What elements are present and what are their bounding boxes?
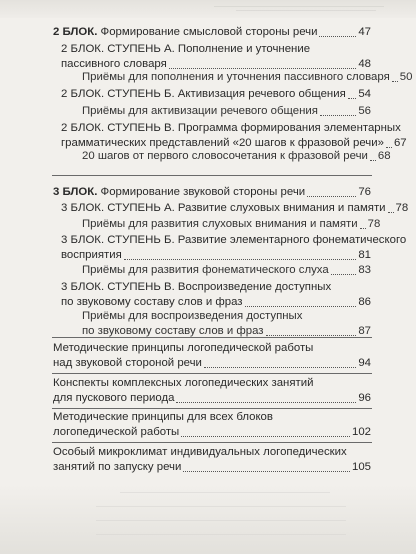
page-number: 83 xyxy=(358,264,371,276)
entry-title-cont: логопедической работы xyxy=(53,426,180,438)
entry-title-cont: восприятия xyxy=(61,249,122,261)
page-number: 47 xyxy=(358,26,371,38)
page-number: 102 xyxy=(351,426,371,438)
dot-leader xyxy=(331,274,357,275)
dot-leader xyxy=(266,335,357,336)
toc-entry-session-notes[interactable] xyxy=(53,376,371,406)
entry-title-cont: для пускового периода xyxy=(53,392,175,404)
dot-leader xyxy=(204,367,356,368)
dot-leader xyxy=(319,36,356,37)
page-number: 76 xyxy=(358,186,371,198)
entry-title: Формирование звуковой стороны речи xyxy=(100,186,306,198)
toc-entry-block2-v-steps[interactable] xyxy=(82,149,391,164)
dot-leader xyxy=(169,68,357,69)
dot-leader xyxy=(176,402,356,403)
entry-title: Формирование смысловой стороны речи xyxy=(100,26,318,38)
dot-leader xyxy=(183,471,350,472)
entry-title: Особый микроклимат индивидуальных логопедических xyxy=(53,446,347,458)
entry-title-cont: по звуковому составу слов и фраз xyxy=(61,296,243,308)
entry-title: Приёмы для развития слуховых внимания и памяти xyxy=(82,218,358,230)
dot-leader xyxy=(388,212,394,213)
entry-title-cont: пассивного словаря xyxy=(61,58,167,70)
page-number: 78 xyxy=(367,218,381,230)
page-number: 67 xyxy=(393,137,407,149)
page-number: 56 xyxy=(358,105,371,117)
toc-entry-block3-a-techniques[interactable] xyxy=(82,217,381,232)
entry-title: 2 БЛОК. СТУПЕНЬ В. Программа формирования элементарных xyxy=(61,122,401,134)
entry-title: Приёмы для воспроизведения доступных xyxy=(82,310,303,322)
page-number: 48 xyxy=(358,58,371,70)
page-number: 94 xyxy=(358,357,371,369)
entry-title-cont: занятий по запуску речи xyxy=(53,461,182,473)
entry-title: Методические принципы для всех блоков xyxy=(53,411,273,423)
entry-title-cont: над звуковой стороной речи xyxy=(53,357,202,369)
entry-title-cont: по звуковому составу слов и фраз xyxy=(82,325,264,337)
section-divider xyxy=(52,175,372,176)
entry-title: Приёмы для активизации речевого общения xyxy=(82,105,318,117)
entry-title: Приёмы для развития фонематического слуха xyxy=(82,264,329,276)
toc-entry-principles-sound[interactable] xyxy=(53,341,371,371)
page-number: 96 xyxy=(358,392,371,404)
dot-leader xyxy=(124,259,357,260)
toc-entry-block3-v-techniques[interactable] xyxy=(82,309,371,339)
section-divider xyxy=(52,442,372,443)
entry-title: Методические принципы логопедической работы xyxy=(53,342,314,354)
entry-title: 3 БЛОК. СТУПЕНЬ А. Развитие слуховых внимания и памяти xyxy=(61,202,386,214)
dot-leader xyxy=(370,160,376,161)
dot-leader xyxy=(245,306,357,307)
entry-title: Приёмы для пополнения и уточнения пассивного словаря xyxy=(82,71,390,83)
toc-entry-block2-step-a[interactable] xyxy=(61,42,371,72)
section-divider xyxy=(52,337,372,338)
dot-leader xyxy=(392,81,398,82)
toc-entry-block2-b-techniques[interactable] xyxy=(82,104,371,119)
page-number: 81 xyxy=(358,249,371,261)
dot-leader xyxy=(320,115,356,116)
dot-leader xyxy=(386,147,392,148)
page-number: 105 xyxy=(351,461,371,473)
dot-leader xyxy=(348,98,357,99)
entry-title: 3 БЛОК. СТУПЕНЬ Б. Развитие элементарного фонематического xyxy=(61,234,407,246)
block-label: 3 БЛОК. xyxy=(53,186,98,198)
entry-title: 2 БЛОК. СТУПЕНЬ Б. Активизация речевого общения xyxy=(61,88,346,100)
toc-entry-principles-all-blocks[interactable] xyxy=(53,410,371,440)
toc-entry-block2-step-b[interactable] xyxy=(61,87,371,102)
entry-title: Конспекты комплексных логопедических занятий xyxy=(53,377,314,389)
toc-entry-block3-step-v[interactable] xyxy=(61,280,371,310)
toc-entry-block3-b-techniques[interactable] xyxy=(82,263,371,278)
dot-leader xyxy=(307,196,356,197)
entry-title: 20 шагов от первого словосочетания к фразовой речи xyxy=(82,150,368,162)
toc-entry-block2-a-techniques[interactable] xyxy=(82,70,413,85)
toc-entry-block3-step-a[interactable] xyxy=(61,201,409,216)
toc-entry-block2-step-v[interactable] xyxy=(61,121,407,151)
page-number: 50 xyxy=(399,71,413,83)
toc-entry-block3-step-b[interactable] xyxy=(61,233,407,263)
page-number: 68 xyxy=(377,150,391,162)
section-divider xyxy=(52,408,372,409)
entry-title: 3 БЛОК. СТУПЕНЬ В. Воспроизведение доступных xyxy=(61,281,332,293)
entry-title-cont: грамматических представлений «20 шагов к фразовой речи» xyxy=(61,137,384,149)
toc-entry-block3[interactable] xyxy=(53,185,371,200)
page-number: 86 xyxy=(358,296,371,308)
toc-entry-microclimate[interactable] xyxy=(53,445,371,475)
toc-entry-block2[interactable] xyxy=(53,25,371,40)
page-number: 78 xyxy=(395,202,409,214)
entry-title: 2 БЛОК. СТУПЕНЬ А. Пополнение и уточнение xyxy=(61,43,311,55)
page-number: 54 xyxy=(358,88,371,100)
dot-leader xyxy=(181,436,350,437)
dot-leader xyxy=(360,228,366,229)
section-divider xyxy=(52,373,372,374)
bottom-page-shadow xyxy=(0,484,416,554)
block-label: 2 БЛОК. xyxy=(53,26,98,38)
page-number: 87 xyxy=(358,325,371,337)
